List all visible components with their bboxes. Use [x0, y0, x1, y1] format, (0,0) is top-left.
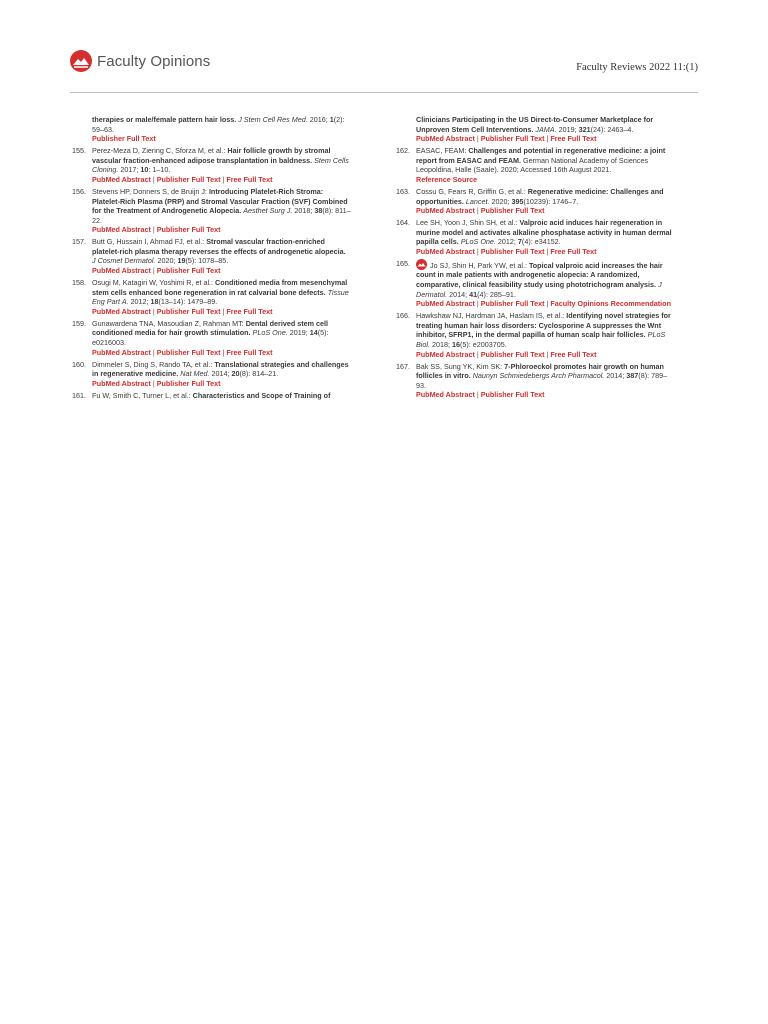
reference-title: Clinicians Participating in the US Direct-to-Consumer Marketplace for Unproven Stem Cell Interventions. — [416, 115, 654, 134]
journal-reference: Faculty Reviews 2022 11:(1) — [576, 62, 698, 73]
reference-year: 2018; — [431, 340, 450, 350]
link-separator: | — [222, 306, 225, 316]
reference-year: 2012; — [130, 297, 149, 307]
publisher-full-text-link[interactable]: Publisher Full Text — [156, 266, 221, 276]
reference-volume: 14 — [309, 328, 318, 338]
reference-title: Introducing Platelet-Rich Stroma: Platelet-Rich Plasma (PRP) and Stromal Vascular Fraction (SVF) Combined for the Treatment of Androgenetic Alopecia. — [92, 186, 348, 216]
reference-journal: J Cosmet Dermatol. — [92, 256, 156, 266]
reference-title: Translational strategies and challenges in regenerative medicine. — [92, 359, 349, 379]
reference-number: 155. — [72, 146, 86, 156]
reference-title: therapies or male/female pattern hair loss. — [92, 115, 237, 124]
reference-pages: (8): 814–21. — [239, 369, 279, 379]
reference-volume: 321 — [578, 124, 591, 134]
pubmed-abstract-link[interactable]: PubMed Abstract — [92, 306, 151, 316]
header-divider — [70, 92, 698, 93]
reference-links — [92, 134, 351, 144]
reference-item — [394, 311, 675, 359]
reference-title: Conditioned media from mesenchymal stem cells enhanced bone regeneration in rat calvarial bone defects. — [92, 278, 348, 297]
link-separator: | — [152, 225, 155, 235]
reference-number: 164. — [396, 218, 410, 228]
reference-authors: Osugi M, Katagiri W, Yoshimi R, et al.: — [92, 278, 214, 288]
reference-authors: Perez-Meza D, Ziering C, Sforza M, et al.: — [92, 146, 226, 156]
reference-volume: 10 — [140, 165, 149, 175]
brand-name: Faculty Opinions — [97, 52, 211, 70]
reference-journal: Lancet. — [465, 196, 490, 206]
link-separator: | — [546, 246, 549, 256]
free-full-text-link[interactable]: Free Full Text — [226, 174, 273, 184]
free-full-text-link[interactable]: Free Full Text — [226, 347, 273, 357]
reference-journal: Nat Med. — [180, 369, 210, 379]
reference-volume: 387 — [626, 371, 639, 381]
publisher-full-text-link[interactable]: Publisher Full Text — [92, 134, 156, 144]
free-full-text-link[interactable]: Free Full Text — [226, 306, 273, 316]
reference-authors: Dimmeler S, Ding S, Rando TA, et al.: — [92, 359, 213, 369]
reference-number: 161. — [72, 390, 86, 400]
reference-title: Stromal vascular fraction-enriched platelet-rich plasma therapy reverses the effects of androgenetic alopecia. — [92, 237, 346, 256]
reference-links — [416, 134, 675, 144]
reference-pages: (10239): 1746–7. — [523, 196, 579, 206]
link-separator: | — [476, 390, 479, 400]
reference-pages: (5): e2003705. — [459, 340, 507, 350]
reference-links — [92, 175, 351, 185]
pubmed-abstract-link[interactable]: PubMed Abstract — [92, 347, 151, 357]
reference-year: 2020; — [157, 256, 176, 266]
reference-journal: JAMA. — [535, 124, 557, 134]
pubmed-abstract-link[interactable]: PubMed Abstract — [416, 349, 475, 359]
publisher-full-text-link[interactable]: Publisher Full Text — [156, 378, 221, 388]
reference-item — [394, 218, 675, 256]
link-separator: | — [546, 349, 549, 359]
reference-title: 7-Phloroeckol promotes hair growth on human follicles in vitro. — [416, 361, 664, 381]
reference-number: 156. — [72, 186, 86, 196]
link-separator: | — [476, 246, 479, 256]
faculty-opinions-recommendation-link[interactable]: Faculty Opinions Recommendation — [550, 299, 671, 309]
reference-title: Topical valproic acid increases the hair count in male patients with androgenetic alopecia: A randomized, comparative, clinical feasibility study using phototrichogram analysis. — [416, 260, 663, 290]
reference-year: 2017; — [120, 165, 139, 175]
pubmed-abstract-link[interactable]: PubMed Abstract — [416, 134, 475, 144]
reference-volume: 395 — [511, 196, 524, 206]
reference-title: Valproic acid induces hair regeneration in murine model and activates alkaline phosphatase activity in human dermal papilla cells. — [416, 218, 672, 247]
reference-year: 2020; — [491, 196, 510, 206]
reference-item — [394, 146, 675, 184]
reference-title: Challenges and potential in regenerative medicine: a joint report from EASAC and FEAM. — [416, 146, 666, 165]
reference-number: 162. — [396, 146, 410, 156]
reference-pages: (2): 59–63. — [92, 115, 345, 134]
reference-title: Identifying novel strategies for treating human hair loss disorders: Cyclosporine A suppresses the Wnt inhibitor, SFRP1, in the dermal papilla of human scalp hair follicles. — [416, 311, 671, 340]
reference-authors: Butt G, Hussain I, Ahmad FJ, et al.: — [92, 237, 205, 247]
reference-year: 2019; — [558, 124, 577, 134]
reference-pages: (8): 811–22. — [92, 206, 351, 225]
pubmed-abstract-link[interactable]: PubMed Abstract — [416, 390, 475, 400]
faculty-opinions-recommendation-icon[interactable] — [416, 259, 427, 270]
reference-links — [92, 307, 351, 317]
references-column-left — [70, 115, 351, 403]
reference-item — [70, 319, 351, 357]
reference-links — [416, 390, 675, 400]
reference-links — [92, 379, 351, 389]
reference-number: 158. — [72, 278, 86, 288]
reference-links — [92, 266, 351, 276]
reference-item — [70, 391, 351, 401]
reference-journal: J Stem Cell Res Med. — [238, 115, 308, 124]
reference-pages: (4): 285–91. — [477, 289, 516, 299]
pubmed-abstract-link[interactable]: PubMed Abstract — [92, 225, 151, 235]
pubmed-abstract-link[interactable]: PubMed Abstract — [92, 266, 151, 276]
reference-journal: PLoS Biol. — [416, 330, 666, 350]
publisher-full-text-link[interactable]: Publisher Full Text — [156, 225, 221, 235]
page-header — [70, 50, 698, 94]
pubmed-abstract-link[interactable]: PubMed Abstract — [92, 174, 151, 184]
reference-volume: 20 — [231, 369, 240, 379]
reference-year: 2016; — [309, 115, 328, 124]
reference-number: 160. — [72, 359, 86, 369]
reference-journal: Naunyn Schmiedebergs Arch Pharmacol. — [472, 371, 605, 381]
reference-title: Hair follicle growth by stromal vascular fraction-enhanced adipose transplantation in baldness. — [92, 146, 331, 165]
reference-links — [416, 350, 675, 360]
reference-source-link[interactable]: Reference Source — [416, 174, 478, 184]
reference-item — [70, 237, 351, 275]
reference-journal: J Dermatol. — [416, 280, 662, 299]
link-separator: | — [476, 134, 479, 144]
reference-links — [416, 175, 675, 185]
publisher-full-text-link[interactable]: Publisher Full Text — [156, 347, 221, 357]
faculty-opinions-logo-icon — [70, 50, 92, 72]
pubmed-abstract-link[interactable]: PubMed Abstract — [416, 206, 475, 216]
reference-number: 167. — [396, 361, 410, 371]
publisher-full-text-link[interactable]: Publisher Full Text — [480, 349, 545, 359]
publisher-full-text-link[interactable]: Publisher Full Text — [480, 206, 545, 216]
link-separator: | — [152, 378, 155, 388]
free-full-text-link[interactable]: Free Full Text — [550, 349, 597, 359]
reference-volume: 19 — [177, 256, 186, 266]
reference-year: 2014; — [449, 289, 468, 299]
reference-item — [70, 278, 351, 316]
reference-journal: PLoS One. — [252, 328, 288, 338]
reference-item — [70, 187, 351, 235]
free-full-text-link[interactable]: Free Full Text — [550, 134, 597, 144]
reference-item — [394, 115, 675, 144]
reference-year: 2014; — [211, 369, 230, 379]
reference-pages: (5): 1078–85. — [185, 256, 229, 266]
reference-journal: Tissue Eng Part A. — [92, 287, 349, 307]
reference-pages: : 1–10. — [148, 165, 171, 175]
free-full-text-link[interactable]: Free Full Text — [550, 246, 597, 256]
reference-authors: Lee SH, Yoon J, Shin SH, et al.: — [416, 218, 518, 228]
reference-item — [70, 146, 351, 184]
publisher-full-text-link[interactable]: Publisher Full Text — [156, 174, 221, 184]
reference-pages: German National Academy of Sciences Leopoldina, Halle (Saale). 2020; Accessed 16th August 2021. — [416, 155, 649, 175]
link-separator: | — [546, 134, 549, 144]
reference-journal: Stem Cells Cloning. — [92, 155, 349, 175]
reference-volume: 16 — [451, 340, 460, 350]
reference-authors: Stevens HP, Donners S, de Bruijn J: — [92, 186, 207, 196]
reference-volume: 38 — [314, 206, 323, 216]
reference-links — [416, 206, 675, 216]
reference-authors: Cossu G, Fears R, Griffin G, et al.: — [416, 186, 526, 196]
reference-links — [92, 225, 351, 235]
reference-item — [70, 360, 351, 389]
publisher-full-text-link[interactable]: Publisher Full Text — [480, 246, 545, 256]
link-separator: | — [476, 299, 479, 309]
link-separator: | — [476, 349, 479, 359]
link-separator: | — [476, 206, 479, 216]
reference-pages: (24): 2463–4. — [590, 124, 634, 134]
reference-authors: Bak SS, Sung YK, Kim SK: — [416, 361, 503, 371]
reference-volume: 1 — [329, 115, 334, 124]
link-separator: | — [222, 174, 225, 184]
pubmed-abstract-link[interactable]: PubMed Abstract — [416, 299, 475, 309]
reference-year: 2019; — [289, 328, 308, 338]
reference-pages: (8): 789–93. — [416, 371, 668, 390]
reference-authors: Gunawardena TNA, Masoudian Z, Rahman MT: — [92, 318, 244, 328]
reference-links — [92, 348, 351, 358]
reference-authors: Jo SJ, Shin H, Park YW, et al.: — [430, 260, 527, 270]
reference-journal: PLoS One. — [460, 237, 496, 247]
link-separator: | — [152, 347, 155, 357]
reference-volume: 7 — [517, 237, 522, 247]
publisher-full-text-link[interactable]: Publisher Full Text — [480, 299, 545, 309]
reference-authors: Hawkshaw NJ, Hardman JA, Haslam IS, et al.: — [416, 311, 565, 321]
reference-title: Regenerative medicine: Challenges and opportunities. — [416, 186, 664, 206]
reference-authors: EASAC, FEAM: — [416, 146, 467, 156]
link-separator: | — [222, 347, 225, 357]
reference-number: 163. — [396, 186, 410, 196]
publisher-full-text-link[interactable]: Publisher Full Text — [156, 306, 221, 316]
reference-links — [416, 247, 675, 257]
publisher-full-text-link[interactable]: Publisher Full Text — [480, 390, 545, 400]
reference-year: 2012; — [497, 237, 516, 247]
reference-links — [416, 299, 675, 309]
reference-title: Dental derived stem cell conditioned media for hair growth stimulation. — [92, 318, 328, 338]
link-separator: | — [546, 299, 549, 309]
reference-authors: Fu W, Smith C, Turner L, et al.: — [92, 390, 191, 400]
publisher-full-text-link[interactable]: Publisher Full Text — [480, 134, 545, 144]
link-separator: | — [152, 266, 155, 276]
pubmed-abstract-link[interactable]: PubMed Abstract — [416, 246, 475, 256]
reference-number: 159. — [72, 318, 86, 328]
reference-title: Characteristics and Scope of Training of — [192, 390, 331, 400]
reference-item — [70, 115, 351, 144]
brand-logo[interactable] — [70, 50, 210, 72]
pubmed-abstract-link[interactable]: PubMed Abstract — [92, 378, 151, 388]
reference-journal: Aesthet Surg J. — [243, 206, 293, 216]
reference-item — [394, 362, 675, 400]
reference-volume: 41 — [469, 289, 478, 299]
reference-volume: 18 — [150, 297, 159, 307]
reference-year: 2018; — [294, 206, 313, 216]
reference-item — [394, 187, 675, 216]
reference-pages: (5): e0216003. — [92, 328, 329, 348]
reference-year: 2014; — [606, 371, 625, 381]
reference-number: 157. — [72, 237, 86, 247]
references-column-right — [394, 115, 675, 402]
reference-pages: (4): e34152. — [521, 237, 561, 247]
reference-number: 166. — [396, 311, 410, 321]
reference-pages: (13–14): 1479–89. — [158, 297, 218, 307]
link-separator: | — [152, 174, 155, 184]
reference-item — [394, 259, 675, 309]
link-separator: | — [152, 306, 155, 316]
reference-number: 165. — [396, 258, 410, 268]
